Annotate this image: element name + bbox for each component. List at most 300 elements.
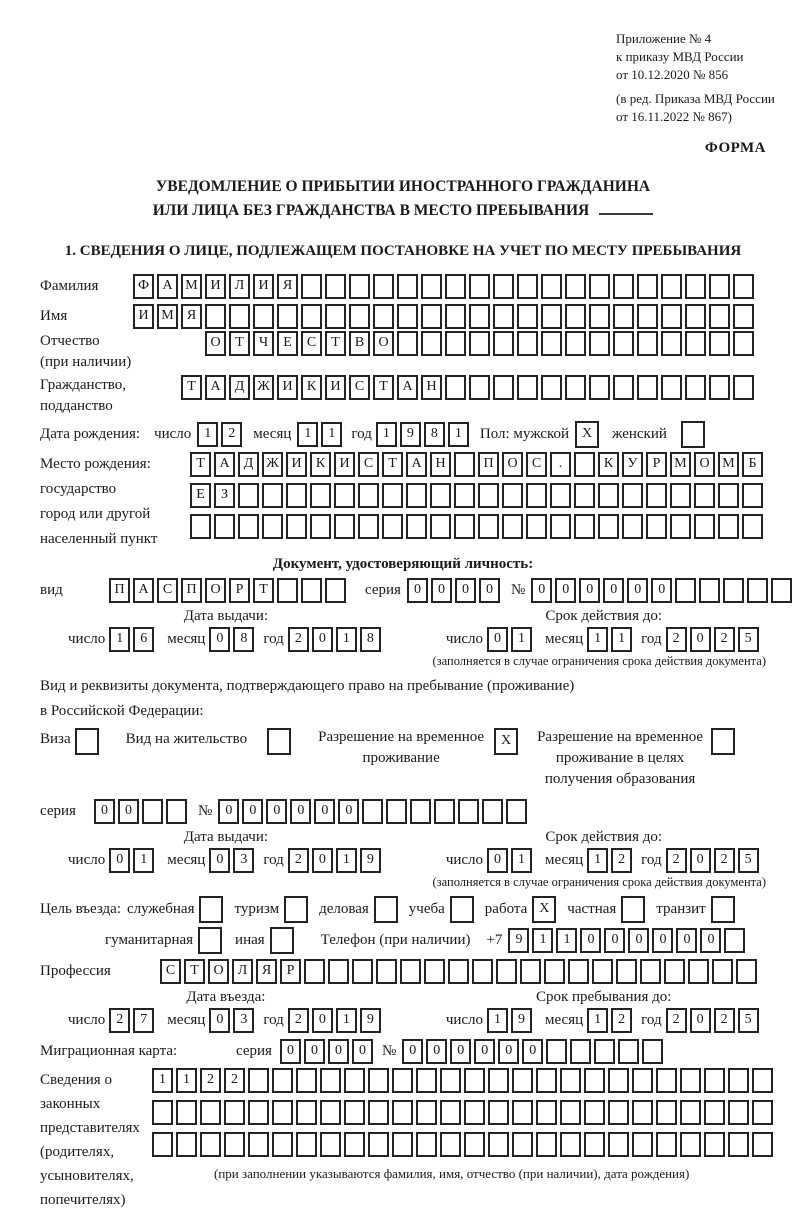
form-cell[interactable]: 1 bbox=[587, 848, 608, 873]
form-cell[interactable] bbox=[421, 274, 442, 299]
form-cell[interactable] bbox=[464, 1100, 485, 1125]
form-cell[interactable] bbox=[229, 304, 250, 329]
form-cell[interactable]: Е bbox=[277, 331, 298, 356]
form-cell[interactable]: 1 bbox=[511, 627, 532, 652]
form-cell[interactable] bbox=[478, 483, 499, 508]
form-cell[interactable] bbox=[589, 304, 610, 329]
form-cell[interactable]: 0 bbox=[312, 848, 333, 873]
form-cell[interactable] bbox=[440, 1100, 461, 1125]
form-cell[interactable] bbox=[262, 483, 283, 508]
residence-expiry-month-cells[interactable] bbox=[587, 848, 635, 873]
form-cell[interactable]: И bbox=[253, 274, 274, 299]
form-cell[interactable] bbox=[224, 1132, 245, 1157]
form-cell[interactable] bbox=[608, 1100, 629, 1125]
form-cell[interactable] bbox=[544, 959, 565, 984]
form-cell[interactable]: В bbox=[349, 331, 370, 356]
form-cell[interactable]: . bbox=[550, 452, 571, 477]
form-cell[interactable] bbox=[675, 578, 696, 603]
residence-number-cells[interactable] bbox=[218, 799, 530, 824]
form-cell[interactable] bbox=[445, 274, 466, 299]
form-cell[interactable]: 0 bbox=[290, 799, 311, 824]
form-cell[interactable] bbox=[622, 483, 643, 508]
form-cell[interactable]: X bbox=[494, 728, 518, 755]
form-cell[interactable]: 8 bbox=[233, 627, 254, 652]
form-cell[interactable] bbox=[199, 896, 223, 923]
form-cell[interactable]: Б bbox=[742, 452, 763, 477]
form-cell[interactable]: 0 bbox=[431, 578, 452, 603]
entry-day-cells[interactable] bbox=[109, 1008, 157, 1033]
form-cell[interactable] bbox=[277, 304, 298, 329]
purpose-tourism-checkbox[interactable] bbox=[284, 896, 311, 923]
form-cell[interactable] bbox=[450, 896, 474, 923]
patronymic-cells[interactable] bbox=[205, 331, 757, 356]
form-cell[interactable] bbox=[613, 304, 634, 329]
form-cell[interactable] bbox=[661, 331, 682, 356]
form-cell[interactable]: 2 bbox=[666, 627, 687, 652]
form-cell[interactable] bbox=[310, 483, 331, 508]
form-cell[interactable] bbox=[310, 514, 331, 539]
form-cell[interactable] bbox=[421, 304, 442, 329]
form-cell[interactable]: 2 bbox=[611, 1008, 632, 1033]
residence-series-cells[interactable] bbox=[94, 799, 190, 824]
form-cell[interactable] bbox=[565, 304, 586, 329]
form-cell[interactable]: Т bbox=[181, 375, 202, 400]
form-cell[interactable] bbox=[637, 304, 658, 329]
form-cell[interactable] bbox=[728, 1100, 749, 1125]
issue-day-cells[interactable] bbox=[109, 627, 157, 652]
form-cell[interactable] bbox=[152, 1132, 173, 1157]
form-cell[interactable]: А bbox=[406, 452, 427, 477]
form-cell[interactable] bbox=[680, 1100, 701, 1125]
form-cell[interactable]: Е bbox=[190, 483, 211, 508]
form-cell[interactable] bbox=[392, 1100, 413, 1125]
birth-year-cells[interactable] bbox=[376, 422, 472, 447]
form-cell[interactable] bbox=[382, 483, 403, 508]
form-cell[interactable]: 0 bbox=[487, 848, 508, 873]
form-cell[interactable] bbox=[709, 304, 730, 329]
visa-checkbox[interactable] bbox=[75, 728, 102, 755]
form-cell[interactable] bbox=[392, 1132, 413, 1157]
citizenship-cells[interactable] bbox=[181, 375, 757, 400]
form-cell[interactable]: 9 bbox=[360, 1008, 381, 1033]
form-cell[interactable] bbox=[344, 1132, 365, 1157]
form-cell[interactable] bbox=[464, 1132, 485, 1157]
expiry-day-cells[interactable] bbox=[487, 627, 535, 652]
form-cell[interactable] bbox=[733, 375, 754, 400]
form-cell[interactable]: 0 bbox=[498, 1039, 519, 1064]
form-cell[interactable] bbox=[440, 1132, 461, 1157]
birth-month-cells[interactable] bbox=[297, 422, 345, 447]
form-cell[interactable]: 6 bbox=[133, 627, 154, 652]
form-cell[interactable] bbox=[592, 959, 613, 984]
form-cell[interactable] bbox=[421, 331, 442, 356]
form-cell[interactable] bbox=[506, 799, 527, 824]
form-cell[interactable]: С bbox=[301, 331, 322, 356]
form-cell[interactable]: 3 bbox=[233, 1008, 254, 1033]
form-cell[interactable] bbox=[560, 1068, 581, 1093]
form-cell[interactable]: К bbox=[310, 452, 331, 477]
form-cell[interactable] bbox=[262, 514, 283, 539]
form-cell[interactable] bbox=[397, 331, 418, 356]
form-cell[interactable] bbox=[694, 514, 715, 539]
birth-day-cells[interactable] bbox=[197, 422, 245, 447]
form-cell[interactable] bbox=[622, 514, 643, 539]
form-cell[interactable] bbox=[685, 304, 706, 329]
form-cell[interactable] bbox=[296, 1132, 317, 1157]
form-cell[interactable] bbox=[454, 483, 475, 508]
form-cell[interactable]: 0 bbox=[426, 1039, 447, 1064]
form-cell[interactable]: О bbox=[208, 959, 229, 984]
form-cell[interactable] bbox=[685, 331, 706, 356]
form-cell[interactable] bbox=[680, 1132, 701, 1157]
form-cell[interactable]: К bbox=[301, 375, 322, 400]
form-cell[interactable] bbox=[536, 1100, 557, 1125]
form-cell[interactable]: 0 bbox=[304, 1039, 325, 1064]
form-cell[interactable] bbox=[368, 1100, 389, 1125]
form-cell[interactable]: М bbox=[181, 274, 202, 299]
form-cell[interactable]: М bbox=[157, 304, 178, 329]
form-cell[interactable] bbox=[301, 578, 322, 603]
form-cell[interactable]: Н bbox=[430, 452, 451, 477]
form-cell[interactable]: Я bbox=[181, 304, 202, 329]
form-cell[interactable] bbox=[512, 1100, 533, 1125]
form-cell[interactable] bbox=[272, 1100, 293, 1125]
form-cell[interactable] bbox=[320, 1068, 341, 1093]
form-cell[interactable] bbox=[685, 375, 706, 400]
form-cell[interactable] bbox=[166, 799, 187, 824]
form-cell[interactable] bbox=[621, 896, 645, 923]
form-cell[interactable]: О bbox=[502, 452, 523, 477]
form-cell[interactable] bbox=[325, 274, 346, 299]
form-cell[interactable] bbox=[584, 1132, 605, 1157]
form-cell[interactable]: Т bbox=[325, 331, 346, 356]
form-cell[interactable]: 9 bbox=[400, 422, 421, 447]
form-cell[interactable]: 1 bbox=[176, 1068, 197, 1093]
form-cell[interactable]: 1 bbox=[336, 1008, 357, 1033]
form-cell[interactable] bbox=[502, 514, 523, 539]
form-cell[interactable] bbox=[574, 514, 595, 539]
form-cell[interactable] bbox=[469, 304, 490, 329]
form-cell[interactable]: 2 bbox=[611, 848, 632, 873]
form-cell[interactable]: Н bbox=[421, 375, 442, 400]
form-cell[interactable]: 0 bbox=[280, 1039, 301, 1064]
form-cell[interactable] bbox=[632, 1100, 653, 1125]
form-cell[interactable] bbox=[664, 959, 685, 984]
form-cell[interactable] bbox=[406, 514, 427, 539]
form-cell[interactable] bbox=[570, 1039, 591, 1064]
form-cell[interactable] bbox=[200, 1100, 221, 1125]
form-cell[interactable] bbox=[334, 514, 355, 539]
form-cell[interactable] bbox=[712, 959, 733, 984]
form-cell[interactable]: С bbox=[358, 452, 379, 477]
form-cell[interactable]: Т bbox=[382, 452, 403, 477]
form-cell[interactable] bbox=[214, 514, 235, 539]
form-cell[interactable]: 0 bbox=[651, 578, 672, 603]
form-cell[interactable]: 0 bbox=[628, 928, 649, 953]
migration-series-cells[interactable] bbox=[280, 1039, 376, 1064]
form-cell[interactable]: 0 bbox=[218, 799, 239, 824]
form-cell[interactable] bbox=[362, 799, 383, 824]
form-cell[interactable] bbox=[733, 304, 754, 329]
form-cell[interactable]: X bbox=[532, 896, 556, 923]
form-cell[interactable] bbox=[520, 959, 541, 984]
form-cell[interactable]: З bbox=[214, 483, 235, 508]
form-cell[interactable] bbox=[286, 514, 307, 539]
form-cell[interactable] bbox=[248, 1100, 269, 1125]
form-cell[interactable]: О bbox=[205, 331, 226, 356]
form-cell[interactable]: 0 bbox=[118, 799, 139, 824]
form-cell[interactable]: 3 bbox=[233, 848, 254, 873]
form-cell[interactable]: 2 bbox=[666, 1008, 687, 1033]
form-cell[interactable] bbox=[406, 483, 427, 508]
form-cell[interactable] bbox=[560, 1100, 581, 1125]
form-cell[interactable] bbox=[560, 1132, 581, 1157]
form-cell[interactable] bbox=[458, 799, 479, 824]
purpose-study-checkbox[interactable] bbox=[450, 896, 477, 923]
form-cell[interactable] bbox=[589, 375, 610, 400]
form-cell[interactable] bbox=[771, 578, 792, 603]
form-cell[interactable]: М bbox=[670, 452, 691, 477]
form-cell[interactable] bbox=[382, 514, 403, 539]
form-cell[interactable]: 0 bbox=[531, 578, 552, 603]
sex-female-checkbox[interactable] bbox=[681, 421, 708, 448]
form-cell[interactable] bbox=[253, 304, 274, 329]
form-cell[interactable] bbox=[496, 959, 517, 984]
doc-number-cells[interactable] bbox=[531, 578, 795, 603]
representatives-cells-row1[interactable] bbox=[152, 1068, 776, 1093]
form-cell[interactable]: 2 bbox=[224, 1068, 245, 1093]
form-cell[interactable] bbox=[680, 1068, 701, 1093]
form-cell[interactable] bbox=[536, 1132, 557, 1157]
form-cell[interactable] bbox=[320, 1100, 341, 1125]
phone-cells[interactable] bbox=[508, 928, 748, 953]
form-cell[interactable] bbox=[248, 1132, 269, 1157]
form-cell[interactable]: 0 bbox=[676, 928, 697, 953]
form-cell[interactable]: П bbox=[478, 452, 499, 477]
form-cell[interactable]: 0 bbox=[555, 578, 576, 603]
form-cell[interactable]: У bbox=[622, 452, 643, 477]
form-cell[interactable]: 0 bbox=[209, 1008, 230, 1033]
form-cell[interactable]: 1 bbox=[336, 848, 357, 873]
form-cell[interactable]: 0 bbox=[455, 578, 476, 603]
form-cell[interactable] bbox=[493, 331, 514, 356]
form-cell[interactable] bbox=[270, 927, 294, 954]
form-cell[interactable] bbox=[640, 959, 661, 984]
form-cell[interactable] bbox=[589, 331, 610, 356]
form-cell[interactable] bbox=[688, 959, 709, 984]
form-cell[interactable] bbox=[344, 1068, 365, 1093]
form-cell[interactable]: 1 bbox=[448, 422, 469, 447]
form-cell[interactable] bbox=[517, 304, 538, 329]
form-cell[interactable]: 1 bbox=[587, 1008, 608, 1033]
form-cell[interactable] bbox=[541, 375, 562, 400]
form-cell[interactable]: 1 bbox=[109, 627, 130, 652]
migration-number-cells[interactable] bbox=[402, 1039, 666, 1064]
form-cell[interactable] bbox=[724, 928, 745, 953]
representatives-cells-row2[interactable] bbox=[152, 1100, 776, 1125]
form-cell[interactable] bbox=[469, 331, 490, 356]
form-cell[interactable]: 0 bbox=[487, 627, 508, 652]
form-cell[interactable] bbox=[637, 375, 658, 400]
form-cell[interactable]: 2 bbox=[666, 848, 687, 873]
form-cell[interactable] bbox=[656, 1068, 677, 1093]
form-cell[interactable] bbox=[448, 959, 469, 984]
stay-month-cells[interactable] bbox=[587, 1008, 635, 1033]
form-cell[interactable] bbox=[397, 304, 418, 329]
form-cell[interactable]: Л bbox=[232, 959, 253, 984]
form-cell[interactable]: 1 bbox=[152, 1068, 173, 1093]
form-cell[interactable]: 0 bbox=[690, 627, 711, 652]
form-cell[interactable] bbox=[536, 1068, 557, 1093]
form-cell[interactable] bbox=[440, 1068, 461, 1093]
form-cell[interactable] bbox=[434, 799, 455, 824]
form-cell[interactable]: Д bbox=[238, 452, 259, 477]
form-cell[interactable]: И bbox=[334, 452, 355, 477]
form-cell[interactable] bbox=[344, 1100, 365, 1125]
form-cell[interactable] bbox=[632, 1068, 653, 1093]
form-cell[interactable]: 0 bbox=[479, 578, 500, 603]
form-cell[interactable] bbox=[267, 728, 291, 755]
form-cell[interactable]: 0 bbox=[603, 578, 624, 603]
form-cell[interactable] bbox=[704, 1100, 725, 1125]
form-cell[interactable]: 0 bbox=[407, 578, 428, 603]
form-cell[interactable]: 0 bbox=[652, 928, 673, 953]
form-cell[interactable]: 0 bbox=[94, 799, 115, 824]
form-cell[interactable]: 1 bbox=[511, 848, 532, 873]
form-cell[interactable] bbox=[284, 896, 308, 923]
form-cell[interactable] bbox=[493, 274, 514, 299]
form-cell[interactable] bbox=[718, 514, 739, 539]
form-cell[interactable] bbox=[430, 483, 451, 508]
form-cell[interactable]: Р bbox=[280, 959, 301, 984]
form-cell[interactable] bbox=[200, 1132, 221, 1157]
form-cell[interactable]: А bbox=[205, 375, 226, 400]
form-cell[interactable] bbox=[656, 1100, 677, 1125]
residence-expiry-day-cells[interactable] bbox=[487, 848, 535, 873]
form-cell[interactable] bbox=[742, 514, 763, 539]
form-cell[interactable] bbox=[637, 274, 658, 299]
profession-cells[interactable] bbox=[160, 959, 760, 984]
form-cell[interactable]: 0 bbox=[312, 1008, 333, 1033]
form-cell[interactable] bbox=[728, 1132, 749, 1157]
purpose-work-checkbox[interactable] bbox=[532, 896, 559, 923]
form-cell[interactable]: А bbox=[397, 375, 418, 400]
form-cell[interactable]: 2 bbox=[109, 1008, 130, 1033]
form-cell[interactable] bbox=[454, 452, 475, 477]
form-cell[interactable] bbox=[681, 421, 705, 448]
form-cell[interactable] bbox=[320, 1132, 341, 1157]
form-cell[interactable]: 0 bbox=[109, 848, 130, 873]
form-cell[interactable]: Р bbox=[229, 578, 250, 603]
form-cell[interactable] bbox=[424, 959, 445, 984]
form-cell[interactable]: 2 bbox=[288, 1008, 309, 1033]
purpose-transit-checkbox[interactable] bbox=[711, 896, 738, 923]
form-cell[interactable]: 8 bbox=[360, 627, 381, 652]
form-cell[interactable] bbox=[613, 331, 634, 356]
form-cell[interactable]: А bbox=[157, 274, 178, 299]
form-cell[interactable]: Ф bbox=[133, 274, 154, 299]
form-cell[interactable]: 0 bbox=[474, 1039, 495, 1064]
residence-permit-checkbox[interactable] bbox=[267, 728, 294, 755]
form-cell[interactable] bbox=[358, 514, 379, 539]
form-cell[interactable]: 0 bbox=[242, 799, 263, 824]
form-cell[interactable]: Ж bbox=[262, 452, 283, 477]
form-cell[interactable] bbox=[752, 1100, 773, 1125]
doc-kind-cells[interactable] bbox=[109, 578, 349, 603]
form-cell[interactable] bbox=[574, 483, 595, 508]
form-cell[interactable] bbox=[584, 1100, 605, 1125]
form-cell[interactable]: 1 bbox=[556, 928, 577, 953]
form-cell[interactable]: А bbox=[133, 578, 154, 603]
form-cell[interactable] bbox=[646, 483, 667, 508]
form-cell[interactable]: 1 bbox=[133, 848, 154, 873]
form-cell[interactable] bbox=[670, 483, 691, 508]
form-cell[interactable] bbox=[646, 514, 667, 539]
residence-issue-year-cells[interactable] bbox=[288, 848, 384, 873]
form-cell[interactable] bbox=[709, 274, 730, 299]
form-cell[interactable] bbox=[752, 1068, 773, 1093]
form-cell[interactable]: 0 bbox=[700, 928, 721, 953]
form-cell[interactable] bbox=[670, 514, 691, 539]
form-cell[interactable] bbox=[733, 331, 754, 356]
sex-male-checkbox[interactable] bbox=[575, 421, 602, 448]
form-cell[interactable] bbox=[349, 304, 370, 329]
form-cell[interactable]: 2 bbox=[714, 627, 735, 652]
form-cell[interactable]: 2 bbox=[200, 1068, 221, 1093]
form-cell[interactable] bbox=[642, 1039, 663, 1064]
purpose-other-checkbox[interactable] bbox=[270, 927, 297, 954]
form-cell[interactable]: 2 bbox=[288, 627, 309, 652]
form-cell[interactable] bbox=[272, 1068, 293, 1093]
representatives-cells-row3[interactable] bbox=[152, 1132, 776, 1157]
form-cell[interactable]: 9 bbox=[511, 1008, 532, 1033]
form-cell[interactable]: 8 bbox=[424, 422, 445, 447]
form-cell[interactable] bbox=[349, 274, 370, 299]
form-cell[interactable] bbox=[550, 483, 571, 508]
form-cell[interactable] bbox=[613, 375, 634, 400]
form-cell[interactable]: И bbox=[325, 375, 346, 400]
form-cell[interactable] bbox=[400, 959, 421, 984]
form-cell[interactable] bbox=[493, 304, 514, 329]
form-cell[interactable]: 0 bbox=[209, 627, 230, 652]
form-cell[interactable] bbox=[152, 1100, 173, 1125]
form-cell[interactable]: 0 bbox=[690, 1008, 711, 1033]
form-cell[interactable]: О bbox=[373, 331, 394, 356]
form-cell[interactable] bbox=[704, 1068, 725, 1093]
form-cell[interactable] bbox=[694, 483, 715, 508]
form-cell[interactable] bbox=[541, 331, 562, 356]
birth-place-cells-row3[interactable] bbox=[190, 514, 766, 539]
form-cell[interactable]: С bbox=[157, 578, 178, 603]
form-cell[interactable] bbox=[304, 959, 325, 984]
form-cell[interactable] bbox=[608, 1132, 629, 1157]
form-cell[interactable] bbox=[685, 274, 706, 299]
form-cell[interactable] bbox=[517, 331, 538, 356]
form-cell[interactable]: А bbox=[214, 452, 235, 477]
form-cell[interactable] bbox=[368, 1132, 389, 1157]
form-cell[interactable]: С bbox=[160, 959, 181, 984]
form-cell[interactable] bbox=[613, 274, 634, 299]
form-cell[interactable] bbox=[142, 799, 163, 824]
form-cell[interactable] bbox=[632, 1132, 653, 1157]
form-cell[interactable] bbox=[526, 483, 547, 508]
form-cell[interactable] bbox=[352, 959, 373, 984]
form-cell[interactable] bbox=[190, 514, 211, 539]
form-cell[interactable]: 0 bbox=[402, 1039, 423, 1064]
form-cell[interactable] bbox=[464, 1068, 485, 1093]
form-cell[interactable] bbox=[248, 1068, 269, 1093]
issue-year-cells[interactable] bbox=[288, 627, 384, 652]
